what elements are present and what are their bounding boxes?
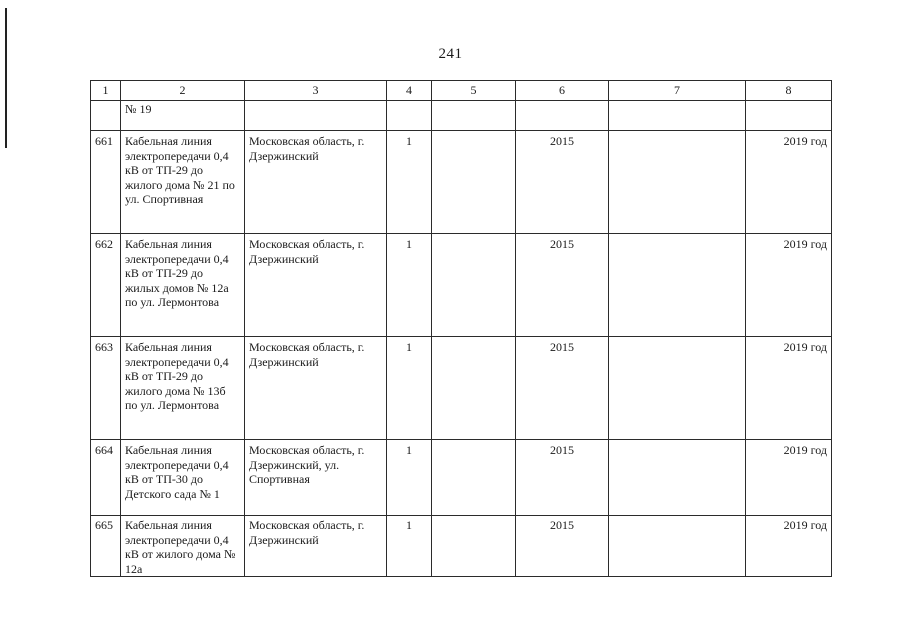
column-header: 2 bbox=[121, 81, 245, 101]
object-quantity: 1 bbox=[387, 440, 432, 516]
object-name: Кабельная линия электропередачи 0,4 кВ от ТП-29 до жилых домов № 12а по ул. Лермонтова bbox=[121, 234, 245, 337]
column-5-cell bbox=[432, 516, 516, 577]
object-name: Кабельная линия электропередачи 0,4 кВ от ТП-30 до Детского сада № 1 bbox=[121, 440, 245, 516]
object-name: Кабельная линия электропередачи 0,4 кВ от ТП-29 до жилого дома № 21 по ул. Спортивная bbox=[121, 131, 245, 234]
row-number: 663 bbox=[91, 337, 121, 440]
object-quantity bbox=[387, 101, 432, 131]
column-header: 1 bbox=[91, 81, 121, 101]
table-row bbox=[91, 131, 832, 234]
object-year bbox=[516, 101, 609, 131]
column-header: 8 bbox=[746, 81, 832, 101]
row-number bbox=[91, 101, 121, 131]
column-5-cell bbox=[432, 234, 516, 337]
object-location: Московская область, г. Дзержинский bbox=[245, 234, 387, 337]
column-7-cell bbox=[609, 516, 746, 577]
object-quantity: 1 bbox=[387, 234, 432, 337]
table-row bbox=[91, 234, 832, 337]
object-name: Кабельная линия электропередачи 0,4 кВ от ТП-29 до жилого дома № 13б по ул. Лермонтова bbox=[121, 337, 245, 440]
row-number: 662 bbox=[91, 234, 121, 337]
column-header: 7 bbox=[609, 81, 746, 101]
object-location: Московская область, г. Дзержинский bbox=[245, 131, 387, 234]
object-status: 2019 год bbox=[746, 337, 832, 440]
table-row bbox=[91, 440, 832, 516]
object-year: 2015 bbox=[516, 440, 609, 516]
column-header: 4 bbox=[387, 81, 432, 101]
object-location: Московская область, г. Дзержинский, ул. Спортивная bbox=[245, 440, 387, 516]
column-header: 3 bbox=[245, 81, 387, 101]
object-name: Кабельная линия электропередачи 0,4 кВ от жилого дома № 12а bbox=[121, 516, 245, 577]
object-year: 2015 bbox=[516, 516, 609, 577]
column-5-cell bbox=[432, 337, 516, 440]
registry-table bbox=[90, 80, 832, 577]
object-status bbox=[746, 101, 832, 131]
column-5-cell bbox=[432, 131, 516, 234]
row-number: 665 bbox=[91, 516, 121, 577]
object-quantity: 1 bbox=[387, 516, 432, 577]
column-header: 6 bbox=[516, 81, 609, 101]
object-status: 2019 год bbox=[746, 131, 832, 234]
object-location: Московская область, г. Дзержинский bbox=[245, 337, 387, 440]
object-name: № 19 bbox=[121, 101, 245, 131]
column-5-cell bbox=[432, 101, 516, 131]
column-5-cell bbox=[432, 440, 516, 516]
table-row bbox=[91, 101, 832, 131]
table-row bbox=[91, 516, 832, 577]
object-year: 2015 bbox=[516, 337, 609, 440]
row-number: 661 bbox=[91, 131, 121, 234]
margin-rule bbox=[5, 8, 7, 148]
column-7-cell bbox=[609, 337, 746, 440]
column-7-cell bbox=[609, 131, 746, 234]
page-number: 241 bbox=[438, 46, 463, 62]
object-year: 2015 bbox=[516, 131, 609, 234]
column-7-cell bbox=[609, 440, 746, 516]
column-7-cell bbox=[609, 101, 746, 131]
table-row bbox=[91, 337, 832, 440]
row-number: 664 bbox=[91, 440, 121, 516]
object-status: 2019 год bbox=[746, 440, 832, 516]
object-status: 2019 год bbox=[746, 234, 832, 337]
object-status: 2019 год bbox=[746, 516, 832, 577]
object-quantity: 1 bbox=[387, 337, 432, 440]
table-header-row bbox=[91, 81, 832, 101]
object-quantity: 1 bbox=[387, 131, 432, 234]
object-year: 2015 bbox=[516, 234, 609, 337]
object-location: Московская область, г. Дзержинский bbox=[245, 516, 387, 577]
object-location bbox=[245, 101, 387, 131]
column-7-cell bbox=[609, 234, 746, 337]
column-header: 5 bbox=[432, 81, 516, 101]
